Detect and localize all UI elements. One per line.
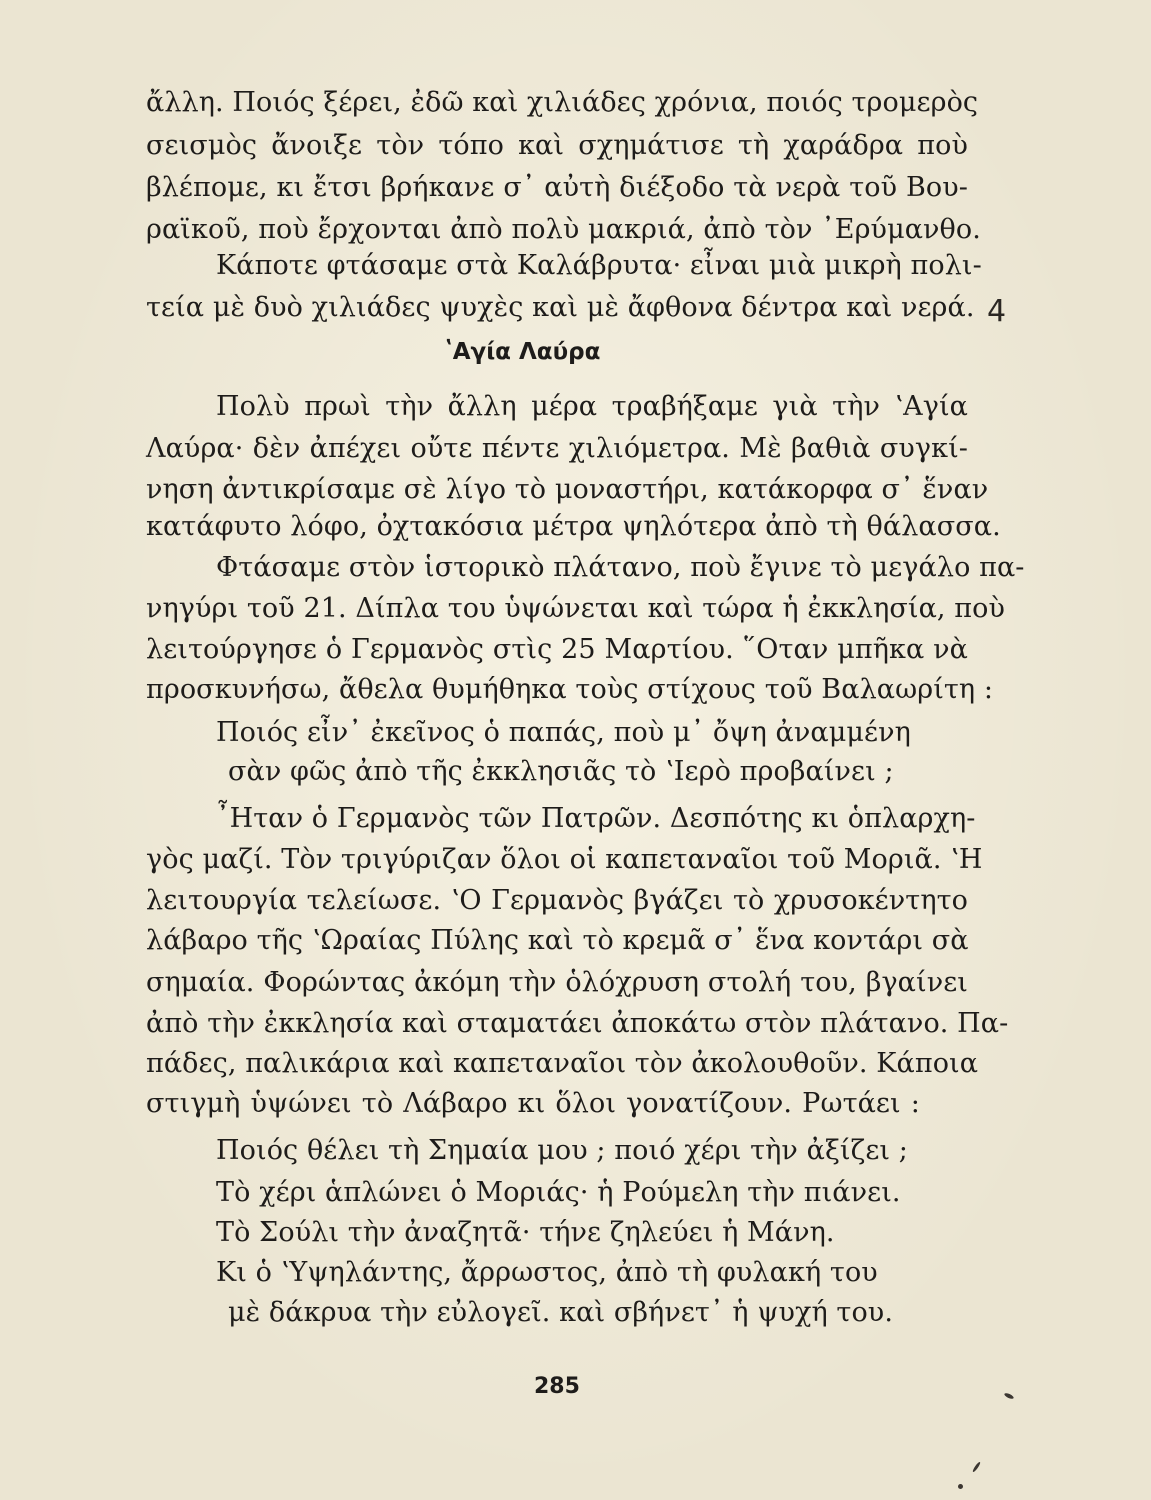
verse-line: Τὸ χέρι ἁπλώνει ὁ Μοριάς· ἡ Ρούμελη τὴν πιάνει. [216,1177,901,1208]
paper-speck [972,1461,981,1473]
text-line: λάβαρο τῆς ʽΩραίας Πύλης καὶ τὸ κρεμᾶ σ᾽ ἕνα κοντάρι σὰ [146,925,969,956]
text-line: σεισμὸς ἄνοιξε τὸν τόπο καὶ σχημάτισε τὴ χαράδρα ποὺ [146,130,968,161]
section-heading: ʽΑγία Λαύρα [444,339,601,365]
text-line: βλέπομε, κι ἔτσι βρήκανε σ᾽ αὐτὴ διέξοδο τὰ νερὰ τοῦ Βου- [146,172,968,203]
text-line: νηση ἀντικρίσαμε σὲ λίγο τὸ μοναστήρι, κατάκορφα σ᾽ ἕναν [146,474,989,505]
text-line: Πολὺ πρωὶ τὴν ἄλλη μέρα τραβήξαμε γιὰ τὴν ʽΑγία [216,391,968,422]
text-line: ῏Ηταν ὁ Γερμανὸς τῶν Πατρῶν. Δεσπότης κι ὁπλαρχη- [216,803,976,834]
margin-annotation: 4 [987,294,1007,329]
text-line: λειτουργία τελείωσε. ʽΟ Γερμανὸς βγάζει τὸ χρυσοκέντητο [146,885,968,916]
text-line: τεία μὲ δυὸ χιλιάδες ψυχὲς καὶ μὲ ἄφθονα δέντρα καὶ νερά. [146,292,975,323]
text-line: σημαία. Φορώντας ἀκόμη τὴν ὁλόχρυση στολή του, βγαίνει [146,967,968,998]
verse-line: σὰν φῶς ἀπὸ τῆς ἐκκλησιᾶς τὸ ʽΙερὸ προβαίνει ; [228,756,894,787]
verse-line: Ποιός εἶν᾽ ἐκεῖνος ὁ παπάς, ποὺ μ᾽ ὄψη ἀναμμένη [216,717,911,748]
text-line: στιγμὴ ὑψώνει τὸ Λάβαρο κι ὅλοι γονατίζουν. Ρωτάει : [146,1088,920,1119]
text-line: κατάφυτο λόφο, ὀχτακόσια μέτρα ψηλότερα ἀπὸ τὴ θάλασσα. [146,511,1001,542]
paper-speck [958,1484,963,1489]
text-line: ἀπὸ τὴν ἐκκλησία καὶ σταματάει ἀποκάτω στὸν πλάτανο. Πα- [146,1008,1009,1039]
page-number: 285 [534,1374,580,1399]
text-line: Κάποτε φτάσαμε στὰ Καλάβρυτα· εἶναι μιὰ μικρὴ πολι- [216,250,982,281]
text-line: λειτούργησε ὁ Γερμανὸς στὶς 25 Μαρτίου. ῞Οταν μπῆκα νὰ [146,634,968,665]
verse-line: Κι ὁ ʽΥψηλάντης, ἄρρωστος, ἀπὸ τὴ φυλακή του [216,1257,878,1288]
text-line: Φτάσαμε στὸν ἱστορικὸ πλάτανο, ποὺ ἔγινε τὸ μεγάλο πα- [216,552,1025,583]
verse-line: Τὸ Σούλι τὴν ἀναζητᾶ· τήνε ζηλεύει ἡ Μάνη. [216,1217,835,1248]
text-line: πάδες, παλικάρια καὶ καπεταναῖοι τὸν ἀκολουθοῦν. Κάποια [146,1048,979,1079]
verse-line: μὲ δάκρυα τὴν εὐλογεῖ. καὶ σβήνετ᾽ ἡ ψυχή του. [228,1297,894,1328]
text-line: νηγύρι τοῦ 21. Δίπλα του ὑψώνεται καὶ τώρα ἡ ἐκκλησία, ποὺ [146,593,1006,624]
text-line: προσκυνήσω, ἄθελα θυμήθηκα τοὺς στίχους τοῦ Βαλαωρίτη : [146,674,994,705]
text-line: γὸς μαζί. Τὸν τριγύριζαν ὅλοι οἱ καπεταναῖοι τοῦ Μοριᾶ. ʽΗ [146,844,983,875]
text-line: Λαύρα· δὲν ἀπέχει οὔτε πέντε χιλιόμετρα. Μὲ βαθιὰ συγκί- [146,433,968,464]
text-line: ἄλλη. Ποιός ξέρει, ἐδῶ καὶ χιλιάδες χρόνια, ποιός τρομερὸς [146,87,979,118]
paper-speck [1004,1392,1015,1400]
verse-line: Ποιός θέλει τὴ Σημαία μου ; ποιό χέρι τὴν ἀξίζει ; [216,1135,908,1166]
text-line: ραϊκοῦ, ποὺ ἔρχονται ἀπὸ πολὺ μακριά, ἀπὸ τὸν ᾽Ερύμανθο. [146,214,981,245]
